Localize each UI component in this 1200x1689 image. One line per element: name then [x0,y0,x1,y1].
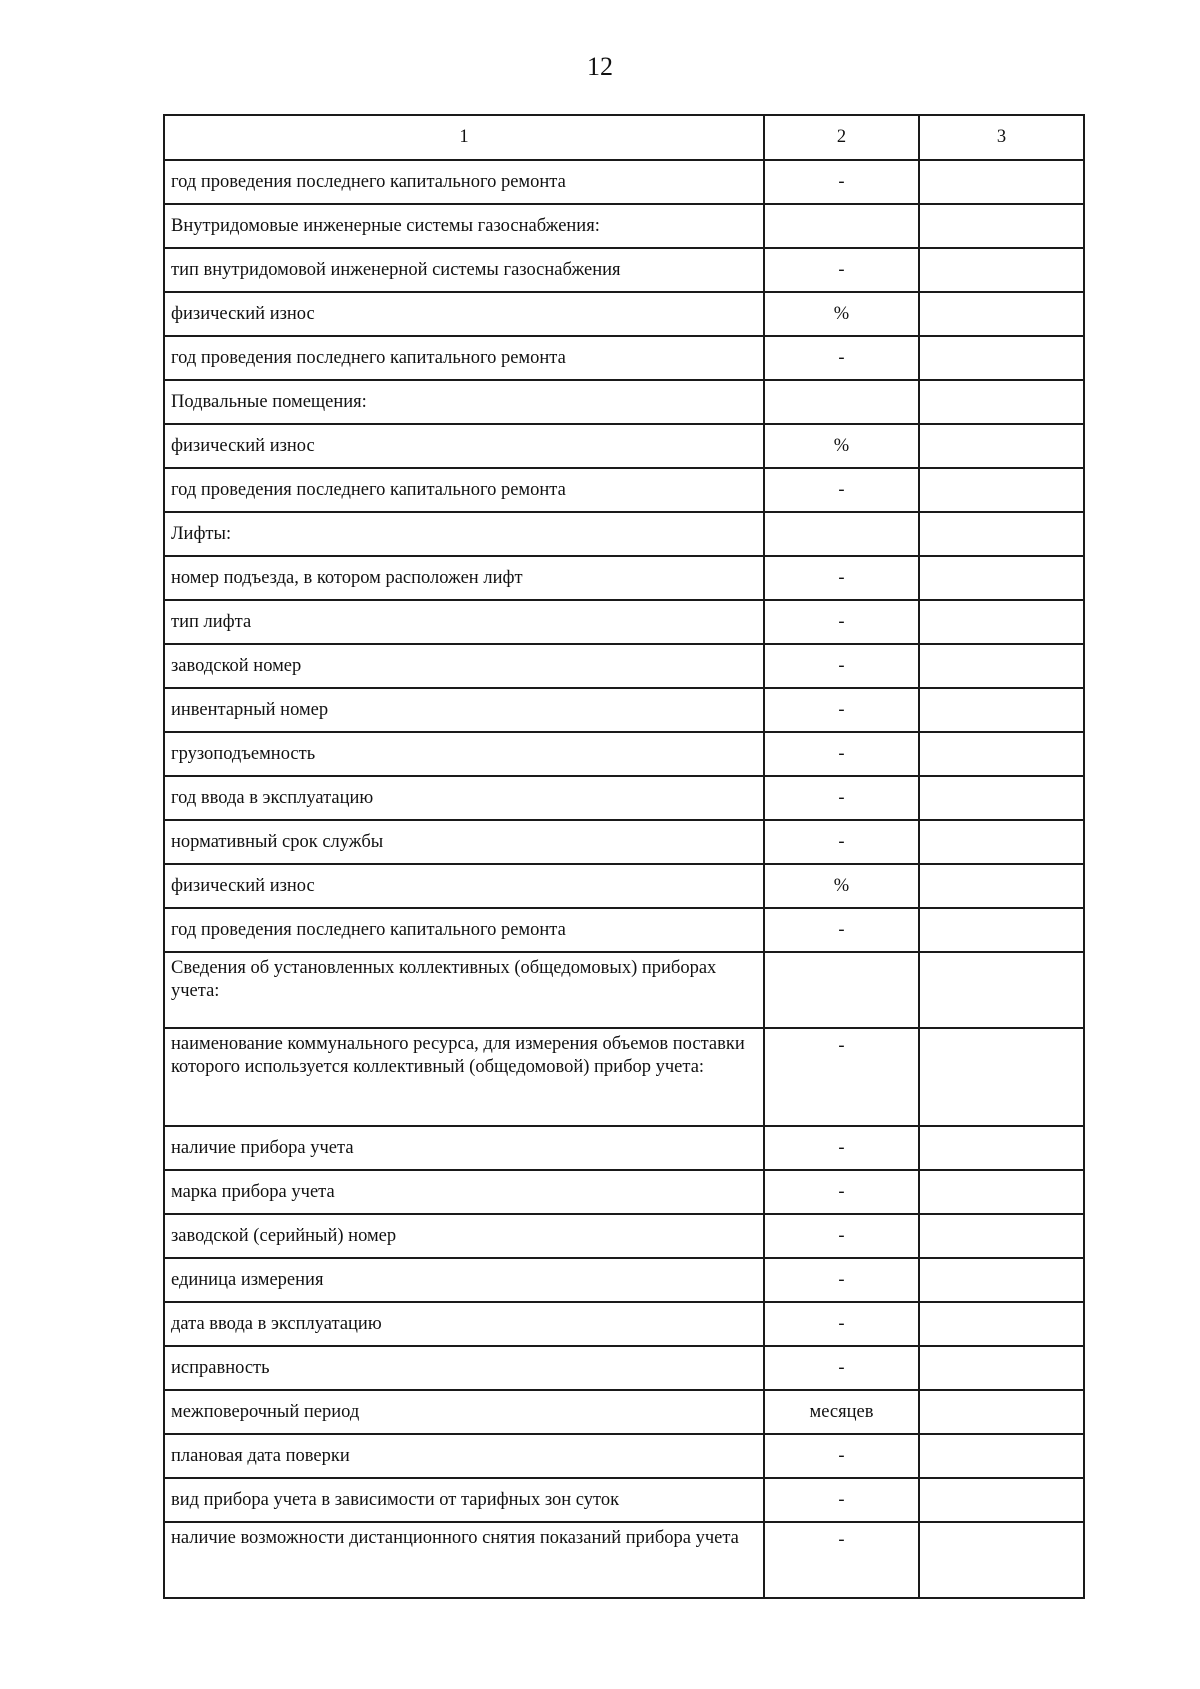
row-value [919,380,1084,424]
column-header-3: 3 [919,115,1084,160]
row-unit [764,952,919,1028]
table-row [164,1390,1084,1434]
row-label: физический износ [164,424,764,468]
row-unit [764,204,919,248]
table-row [164,1214,1084,1258]
table-row [164,644,1084,688]
column-header-1: 1 [164,115,764,160]
row-unit: - [764,1126,919,1170]
row-label: год ввода в эксплуатацию [164,776,764,820]
table-row [164,908,1084,952]
table-row [164,864,1084,908]
row-label: номер подъезда, в котором расположен лифт [164,556,764,600]
row-unit: - [764,1214,919,1258]
table-row [164,1126,1084,1170]
row-label: тип внутридомовой инженерной системы газоснабжения [164,248,764,292]
row-unit: - [764,556,919,600]
row-label: наличие возможности дистанционного снятия показаний прибора учета [164,1522,764,1598]
row-label: заводской номер [164,644,764,688]
row-label: единица измерения [164,1258,764,1302]
row-label: марка прибора учета [164,1170,764,1214]
row-unit [764,380,919,424]
row-value [919,1170,1084,1214]
row-unit: - [764,1028,919,1126]
row-value [919,1302,1084,1346]
row-value [919,1346,1084,1390]
table-row [164,380,1084,424]
row-unit: - [764,1302,919,1346]
table-row [164,160,1084,204]
table-row [164,1170,1084,1214]
table-row [164,776,1084,820]
row-label: наличие прибора учета [164,1126,764,1170]
row-value [919,160,1084,204]
table-row [164,1346,1084,1390]
row-value [919,292,1084,336]
row-value [919,1258,1084,1302]
table-row [164,1478,1084,1522]
table-row [164,732,1084,776]
row-label: исправность [164,1346,764,1390]
table-row [164,248,1084,292]
row-value [919,688,1084,732]
table-row [164,1434,1084,1478]
table-row [164,556,1084,600]
table-row [164,1028,1084,1126]
row-value [919,1214,1084,1258]
row-value [919,512,1084,556]
row-unit: - [764,336,919,380]
row-unit: месяцев [764,1390,919,1434]
row-unit: - [764,732,919,776]
row-label: межповерочный период [164,1390,764,1434]
row-unit: - [764,688,919,732]
row-value [919,1126,1084,1170]
data-table [163,114,1085,1599]
row-label: нормативный срок службы [164,820,764,864]
row-label: наименование коммунального ресурса, для измерения объемов поставки которого используется коллективный (общедомовой) прибор учета: [164,1028,764,1126]
row-value [919,1478,1084,1522]
row-value [919,644,1084,688]
row-value [919,820,1084,864]
table-row [164,468,1084,512]
row-unit: - [764,820,919,864]
row-unit: - [764,468,919,512]
row-value [919,1028,1084,1126]
row-label: грузоподъемность [164,732,764,776]
table-header-row [164,115,1084,160]
row-label: тип лифта [164,600,764,644]
table-row [164,292,1084,336]
column-header-2: 2 [764,115,919,160]
row-label: физический износ [164,864,764,908]
row-label: физический износ [164,292,764,336]
row-unit: - [764,1522,919,1598]
row-unit: - [764,1346,919,1390]
row-value [919,864,1084,908]
table-row [164,952,1084,1028]
row-label: год проведения последнего капитального ремонта [164,468,764,512]
row-label: плановая дата поверки [164,1434,764,1478]
table-row [164,1522,1084,1598]
row-unit: - [764,600,919,644]
row-unit: % [764,424,919,468]
row-value [919,732,1084,776]
row-unit: - [764,1258,919,1302]
row-value [919,468,1084,512]
row-value [919,204,1084,248]
row-label: заводской (серийный) номер [164,1214,764,1258]
row-unit: - [764,776,919,820]
row-unit: % [764,292,919,336]
row-value [919,556,1084,600]
row-value [919,248,1084,292]
page-number: 12 [587,52,613,81]
row-value [919,1434,1084,1478]
row-value [919,336,1084,380]
row-label: вид прибора учета в зависимости от тарифных зон суток [164,1478,764,1522]
table-row [164,820,1084,864]
row-unit: - [764,248,919,292]
row-label: Подвальные помещения: [164,380,764,424]
row-value [919,908,1084,952]
table-row [164,600,1084,644]
row-unit: - [764,908,919,952]
table-row [164,512,1084,556]
table-row [164,424,1084,468]
table-row [164,688,1084,732]
row-value [919,1390,1084,1434]
row-label: дата ввода в эксплуатацию [164,1302,764,1346]
row-label: год проведения последнего капитального ремонта [164,336,764,380]
row-value [919,600,1084,644]
table-row [164,204,1084,248]
row-unit: - [764,644,919,688]
row-unit: - [764,1478,919,1522]
row-value [919,776,1084,820]
row-unit: - [764,1434,919,1478]
table-row [164,1258,1084,1302]
row-value [919,424,1084,468]
row-label: год проведения последнего капитального ремонта [164,908,764,952]
row-label: Лифты: [164,512,764,556]
row-label: год проведения последнего капитального ремонта [164,160,764,204]
row-unit [764,512,919,556]
table-row [164,336,1084,380]
row-unit: - [764,1170,919,1214]
row-label: Сведения об установленных коллективных (общедомовых) приборах учета: [164,952,764,1028]
row-value [919,1522,1084,1598]
row-label: Внутридомовые инженерные системы газоснабжения: [164,204,764,248]
row-unit: - [764,160,919,204]
row-unit: % [764,864,919,908]
row-label: инвентарный номер [164,688,764,732]
row-value [919,952,1084,1028]
table-row [164,1302,1084,1346]
